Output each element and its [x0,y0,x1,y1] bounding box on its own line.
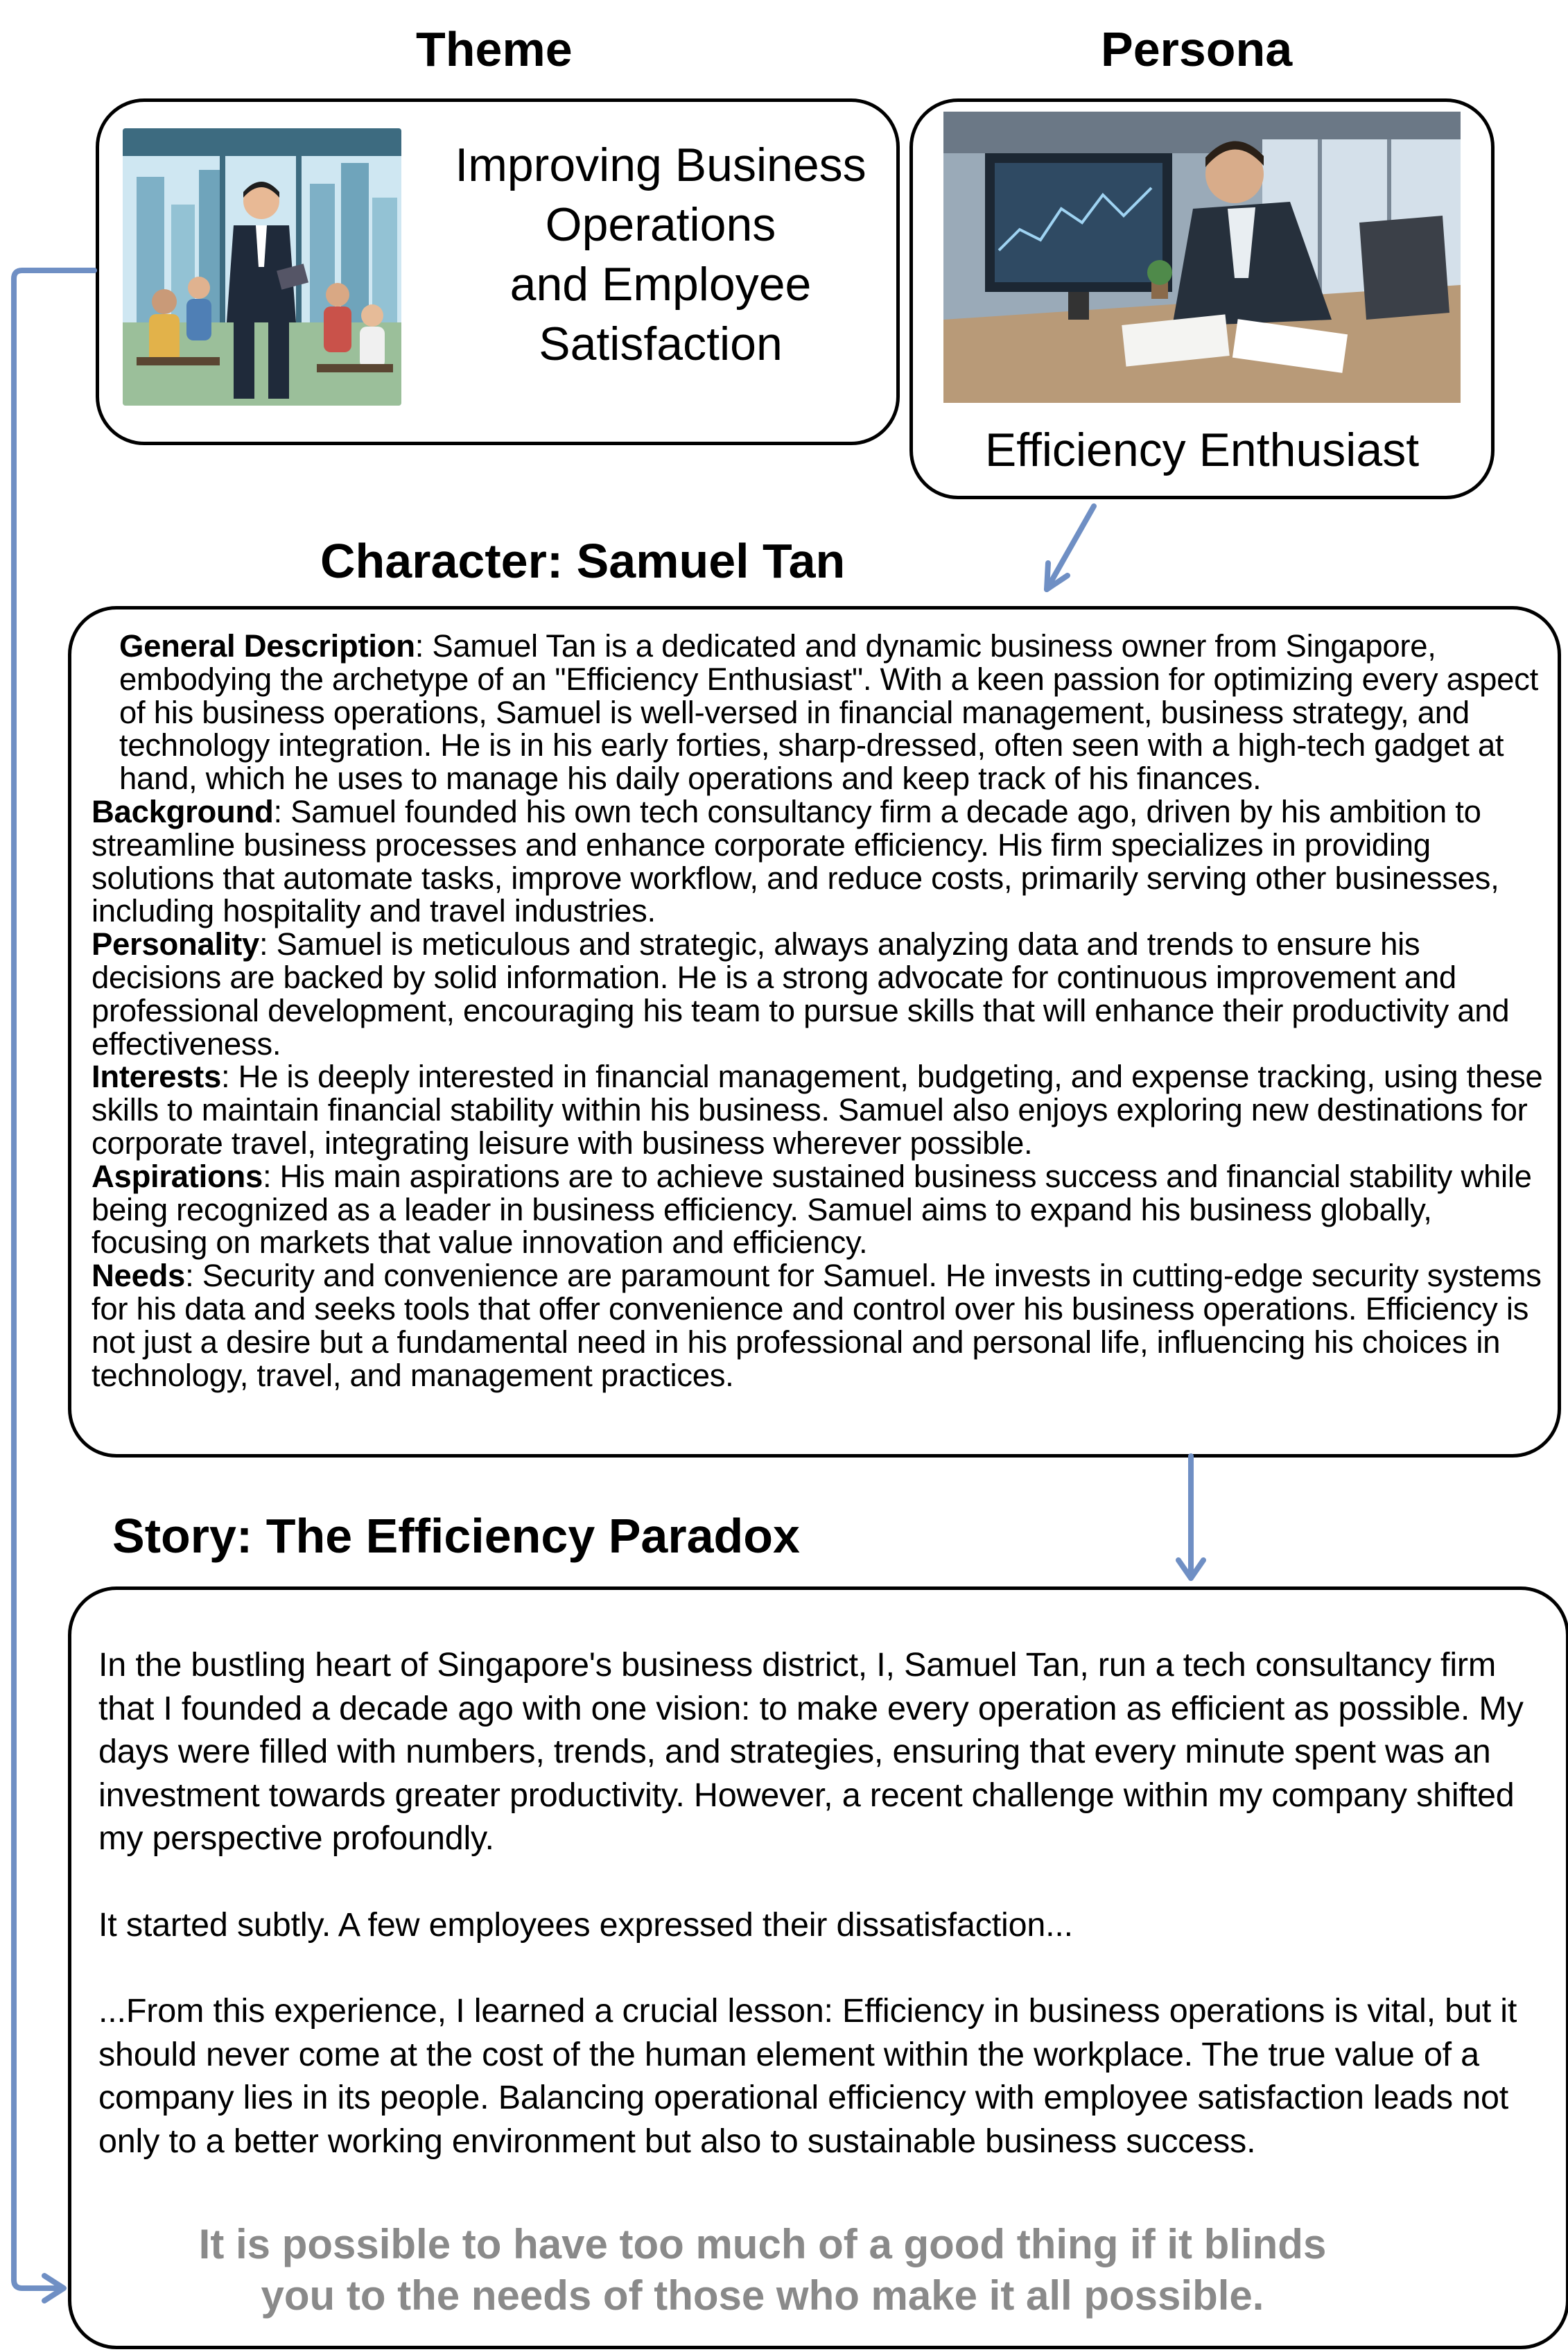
theme-title-line: Improving Business [455,139,866,191]
section-text: : He is deeply interested in financial management, budgeting, and expense tracking, using these skills to maintain financial stability within his business. Samuel also enjoys exploring new destinations for corporate travel, integrating leisure with business wherever possible. [92,1059,1543,1161]
moral-line: you to the needs of those who make it all possible. [261,2272,1264,2319]
section-label: Needs [92,1258,186,1294]
section-text: : Security and convenience are paramount for Samuel. He invests in cutting-edge security systems for his data and seeks tools that offer convenience and control over his business operations. Efficiency is not just a desire but a fundamental need in his professional and personal life, influencing his choices in technology, travel, and management practices. [92,1258,1542,1393]
theme-title-line: Operations [545,198,776,251]
section-text: : His main aspirations are to achieve sustained business success and financial stability while being recognized as a leader in business efficiency. Samuel aims to expand his business globally, focusing on markets that value innovation and efficiency. [92,1158,1532,1261]
theme-heading: Theme [416,22,573,76]
theme-title-line: and Employee [509,258,812,311]
persona-heading: Persona [1101,22,1293,76]
section-label: Personality [92,926,259,962]
moral-line: It is possible to have too much of a good thing if it blinds [198,2221,1327,2267]
section-label: Interests [92,1059,221,1095]
theme-title-line: Satisfaction [539,318,783,370]
story-paragraph: ...From this experience, I learned a crucial lesson: Efficiency in business operations is vital, but it should never come at the cost of the human element within the workplace. The true value of a company lies in its people. Balancing operational efficiency with employee satisfaction leads not only to a better working environment but also to sustainable business success. [98,1992,1517,2160]
arrow-theme-to-story-line [14,270,94,2288]
section-label: Aspirations [92,1158,263,1194]
section-label: Background [92,793,274,829]
persona-label: Efficiency Enthusiast [984,424,1420,476]
section-text: : Samuel is meticulous and strategic, always analyzing data and trends to ensure his decisions are backed by solid information. He is a strong advocate for continuous improvement and professional development, encouraging his team to pursue skills that will enhance their productivity and effectiveness. [92,926,1510,1062]
story-heading: Story: The Efficiency Paradox [112,1509,800,1563]
story-paragraph: In the bustling heart of Singapore's business district, I, Samuel Tan, run a tech consultancy firm that I founded a decade ago with one vision: to make every operation as efficient as possible. My days were filled with numbers, trends, and strategies, ensuring that every minute spent was an investment towards greater productivity. However, a recent challenge within my company shifted my perspective profoundly. [98,1646,1524,1857]
section-text: : Samuel Tan is a dedicated and dynamic business owner from Singapore, embodying the archetype of an "Efficiency Enthusiast". With a keen passion for optimizing every aspect of his business operations, Samuel is well-versed in financial management, business strategy, and technology integration. He is in his early forties, sharp-dressed, often seen with a high-tech gadget at hand, which he uses to manage his daily operations and keep track of his finances. [119,628,1538,797]
section-text: : Samuel founded his own tech consultancy firm a decade ago, driven by his ambition to streamline business processes and enhance corporate efficiency. His firm specializes in providing solutions that automate tasks, improve workflow, and reduce costs, primarily serving other businesses, including hospitality and travel industries. [92,793,1499,929]
story-paragraph: It started subtly. A few employees expressed their dissatisfaction... [98,1905,1073,1944]
section-label: General Description [119,628,415,664]
character-heading: Character: Samuel Tan [320,534,846,588]
